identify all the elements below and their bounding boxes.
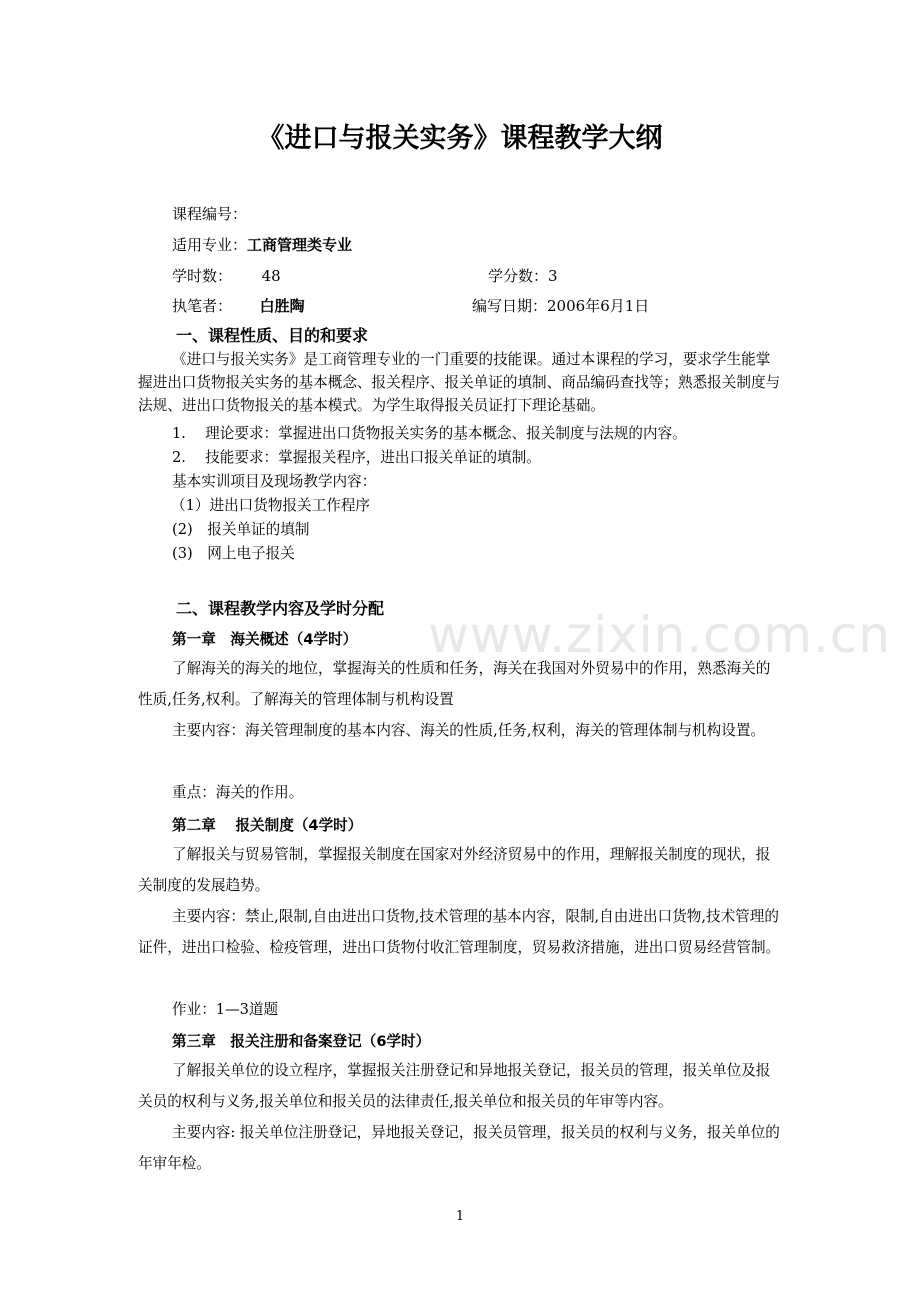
chapter3-title: 第三章 报关注册和备案登记（6学时）: [172, 1033, 431, 1050]
hours-label: 学时数：: [172, 267, 233, 285]
document-title: 《进口与报关实务》课程教学大纲: [257, 123, 663, 154]
section1-heading: 一、课程性质、目的和要求: [176, 326, 369, 345]
author-label: 执笔者：: [172, 297, 233, 315]
section2-heading: 二、课程教学内容及学时分配: [176, 599, 385, 618]
chapter2-content: 主要内容：禁止,限制,自由进出口货物,技术管理的基本内容，限制,自由进出口货物,技术管理的证件，进出口检验、检疫管理，进出口货物付收汇管理制度，贸易救济措施，进出口贸易经营管制。: [138, 908, 781, 956]
training-label: 基本实训项目及现场教学内容：: [172, 473, 377, 490]
credits-line: [488, 265, 558, 286]
requirement-skill: 2. 技能要求：掌握报关程序，进出口报关单证的填制。: [172, 449, 541, 466]
chapter2-objective: 了解报关与贸易管制，掌握报关制度在国家对外经济贸易中的作用，理解报关制度的现状，报关制度的发展趋势。: [138, 846, 771, 894]
page-number: 1: [455, 1209, 465, 1224]
chapter1-title: 第一章 海关概述（4学时）: [172, 631, 358, 648]
date-line: [472, 295, 649, 316]
chapter1-objective: 了解海关的海关的地位，掌握海关的性质和任务，海关在我国对外贸易中的作用，熟悉海关的性质,任务,权利。了解海关的管理体制与机构设置: [138, 660, 771, 708]
date-value: 2006年6月1日: [547, 297, 650, 315]
major-line: [172, 234, 352, 255]
chapter3-objective: 了解报关单位的设立程序，掌握报关注册登记和异地报关登记，报关员的管理，报关单位及报关员的权利与义务,报关单位和报关员的法律责任,报关单位和报关员的年审等内容。: [138, 1062, 771, 1110]
chapter2-title: 第二章 报关制度（4学时）: [172, 817, 363, 834]
hours-value: 48: [261, 267, 281, 285]
credits-value: 3: [548, 267, 558, 285]
course-code-label: 课程编号：: [172, 205, 248, 223]
chapter1-focus: 重点：海关的作用。: [172, 784, 304, 801]
training-item: (2) 报关单证的填制: [172, 521, 310, 538]
hours-line: [172, 265, 281, 286]
author-value: 白胜陶: [259, 297, 305, 315]
credits-label: 学分数：: [488, 267, 549, 285]
training-item: （1）进出口货物报关工作程序: [171, 497, 371, 514]
chapter1-content: 主要内容：海关管理制度的基本内容、海关的性质,任务,权利，海关的管理体制与机构设置。: [172, 722, 766, 739]
date-label: 编写日期：: [472, 297, 548, 315]
chapter2-homework: 作业：1—3道题: [172, 1001, 279, 1018]
training-item: (3) 网上电子报关: [172, 545, 295, 562]
author-line: [172, 295, 305, 316]
requirement-theory: 1. 理论要求：掌握进出口货物报关实务的基本概念、报关制度与法规的内容。: [172, 425, 687, 442]
section1-intro: 《进口与报关实务》是工商管理专业的一门重要的技能课。通过本课程的学习，要求学生能掌握进出口货物报关实务的基本概念、报关程序、报关单证的填制、商品编码查找等；熟悉报关制度与法规、进出口货物报关的基本模式。为学生取得报关员证打下理论基础。: [138, 351, 781, 414]
major-value: 工商管理类专业: [247, 236, 353, 254]
course-code-line: [172, 203, 247, 224]
watermark: www.zixin.com.cn: [428, 606, 892, 664]
chapter3-content: 主要内容: 报关单位注册登记，异地报关登记，报关员管理，报关员的权利与义务，报关单位的年审年检。: [138, 1124, 780, 1172]
major-label: 适用专业：: [172, 236, 248, 254]
